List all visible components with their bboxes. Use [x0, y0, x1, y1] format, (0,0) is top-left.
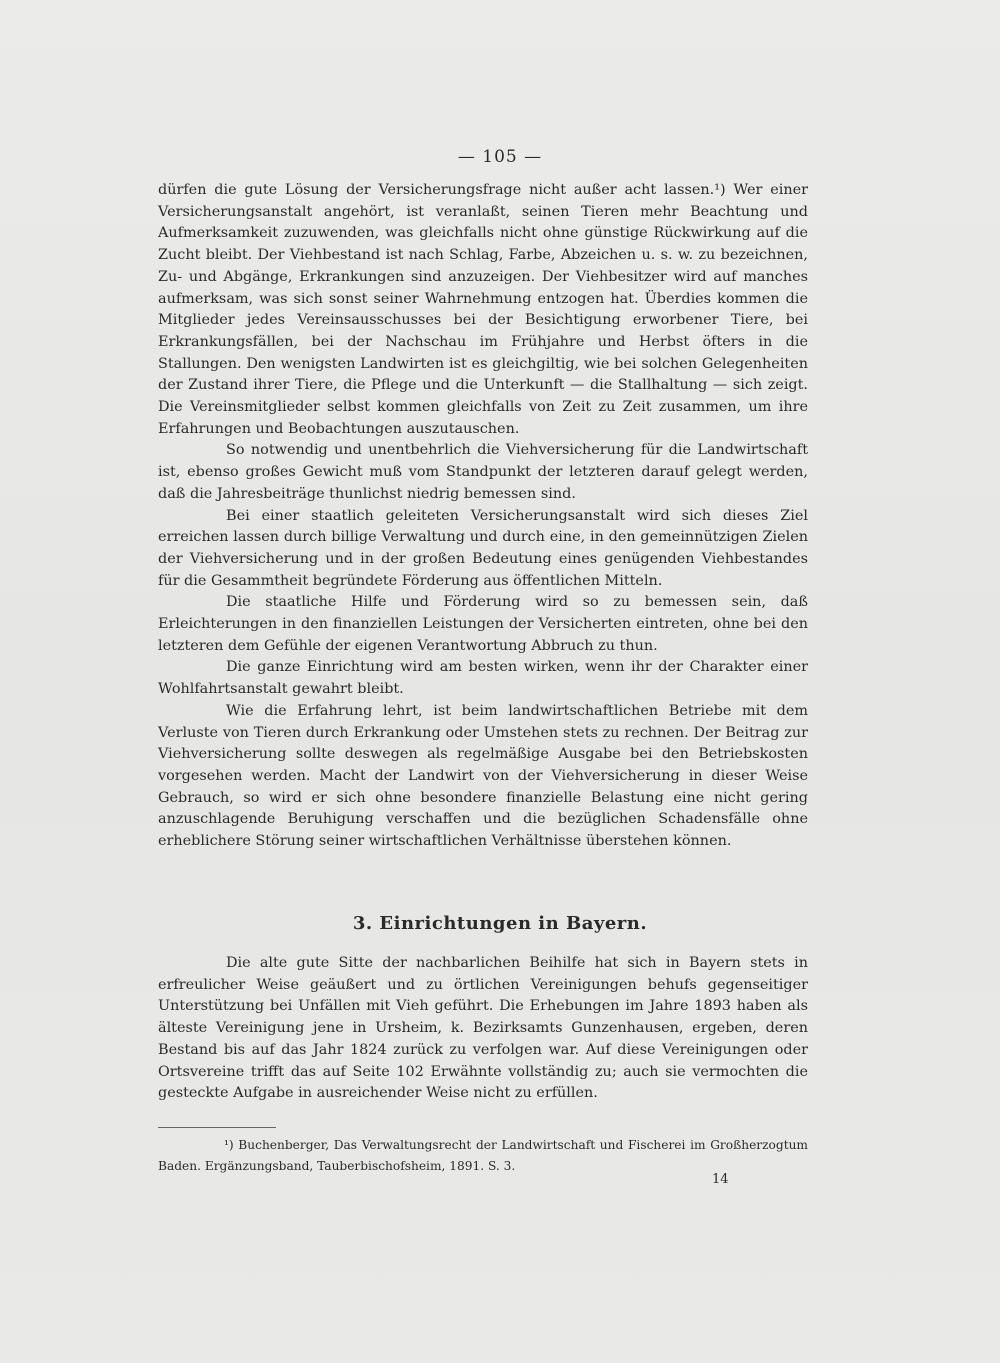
paragraph-2: So notwendig und unentbehrlich die Viehversicherung für die Landwirtschaft ist, ebenso großes Gewicht muß vom Standpunkt der letzteren darauf gelegt werden, daß die Jahresbeiträge thunlichst niedrig bemessen sind.	[158, 442, 808, 502]
body-text	[158, 180, 808, 853]
footnote-text: ¹) Buchenberger, Das Verwaltungsrecht der Landwirtschaft und Fischerei im Großherzogtum Baden. Ergänzungsband, Tauberbischofsheim, 1891. S. 3.	[158, 1138, 808, 1173]
footnote-divider	[158, 1127, 276, 1128]
paragraph-5: Die ganze Einrichtung wird am besten wirken, wenn ihr der Charakter einer Wohlfahrtsanstalt gewahrt bleibt.	[158, 659, 808, 698]
signature-mark: 14	[712, 1172, 729, 1187]
paragraph-4: Die staatliche Hilfe und Förderung wird so zu bemessen sein, daß Erleichterungen in den finanziellen Leistungen der Versicherten eintreten, ohne bei den letzteren dem Gefühle der eigenen Verantwortung Abbruch zu thun.	[158, 594, 808, 654]
paragraph-1: dürfen die gute Lösung der Versicherungsfrage nicht außer acht lassen.¹) Wer einer Versicherungsanstalt angehört, ist veranlaßt, seinen Tieren mehr Beachtung und Aufmerksamkeit zuzuwenden, was gleichfalls nicht ohne günstige Rückwirkung auf die Zucht bleibt. Der Viehbestand ist nach Schlag, Farbe, Abzeichen u. s. w. zu bezeichnen, Zu- und Abgänge, Erkrankungen sind anzuzeigen. Der Viehbesitzer wird auf manches aufmerksam, was sich sonst seiner Wahrnehmung entzogen hat. Überdies kommen die Mitglieder jedes Vereinsausschusses bei der Besichtigung erworbener Tiere, bei Erkrankungsfällen, bei der Nachschau im Frühjahre und Herbst öfters in die Stallungen. Den wenigsten Landwirten ist es gleichgiltig, wie bei solchen Gelegenheiten der Zustand ihrer Tiere, die Pflege und die Unterkunft — die Stallhaltung — sich zeigt. Die Vereinsmitglieder selbst kommen gleichfalls von Zeit zu Zeit zusammen, um ihre Erfahrungen und Beobachtungen auszutauschen.	[158, 182, 808, 437]
section-paragraph: Die alte gute Sitte der nachbarlichen Beihilfe hat sich in Bayern stets in erfreulicher Weise geäußert und zu örtlichen Vereinigungen behufs gegenseitiger Unterstützung bei Unfällen mit Vieh geführt. Die Erhebungen im Jahre 1893 haben als älteste Vereinigung jene in Ursheim, k. Bezirksamts Gunzenhausen, ergeben, deren Bestand bis auf das Jahr 1824 zurück zu verfolgen war. Auf diese Vereinigungen oder Ortsvereine trifft das auf Seite 102 Erwähnte vollständig zu; auch sie vermochten die gesteckte Aufgabe in ausreichender Weise nicht zu erfüllen.	[158, 955, 808, 1102]
paragraph-3: Bei einer staatlich geleiteten Versicherungsanstalt wird sich dieses Ziel erreichen lassen durch billige Verwaltung und durch eine, in den gemeinnützigen Zielen der Viehversicherung und in der großen Bedeutung eines genügenden Viehbestandes für die Gesammtheit begründete Förderung aus öffentlichen Mitteln.	[158, 507, 808, 589]
footnote	[158, 1135, 808, 1177]
section-heading: 3. Einrichtungen in Bayern.	[352, 913, 648, 934]
paragraph-6: Wie die Erfahrung lehrt, ist beim landwirtschaftlichen Betriebe mit dem Verluste von Tieren durch Erkrankung oder Umstehen stets zu rechnen. Der Beitrag zur Viehversicherung sollte deswegen als regelmäßige Ausgabe bei den Betriebskosten vorgesehen werden. Macht der Landwirt von der Viehversicherung in dieser Weise Gebrauch, so wird er sich ohne besondere finanzielle Belastung eine nicht gering anzuschlagende Beruhigung verschaffen und die bezüglichen Schadensfälle ohne erheblichere Störung seiner wirtschaftlichen Verhältnisse überstehen können.	[158, 702, 808, 850]
page-number: — 105 —	[457, 147, 543, 167]
section-text	[158, 953, 808, 1105]
